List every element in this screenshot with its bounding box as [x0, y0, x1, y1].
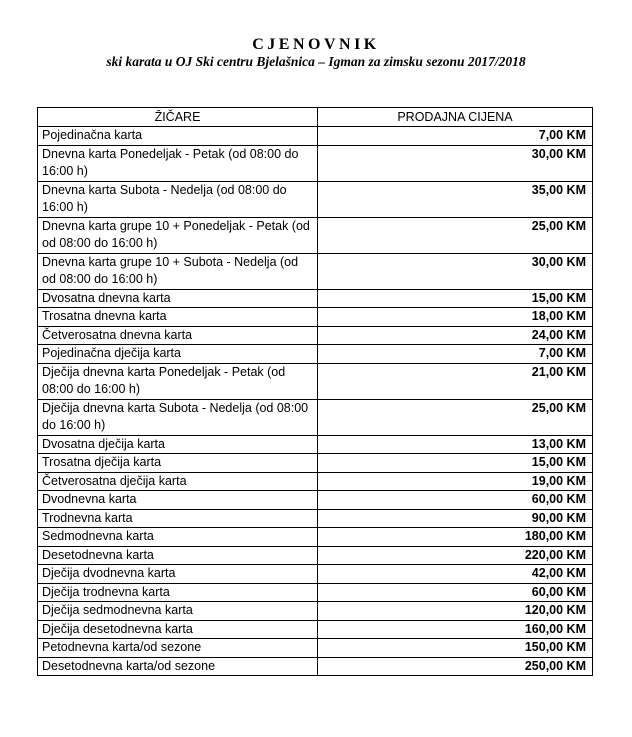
ticket-price-cell: 220,00 KM: [318, 546, 593, 565]
ticket-name-cell: Dječija sedmodnevna karta: [38, 602, 318, 621]
table-row: [38, 620, 593, 639]
price-table: [37, 107, 593, 676]
ticket-name-cell: Četverosatna dječija karta: [38, 472, 318, 491]
column-header-price: PRODAJNA CIJENA: [318, 108, 593, 127]
ticket-price-cell: 180,00 KM: [318, 528, 593, 547]
ticket-price-cell: 21,00 KM: [318, 363, 593, 399]
ticket-name-cell: Trosatna dječija karta: [38, 454, 318, 473]
ticket-name-cell: Dječija desetodnevna karta: [38, 620, 318, 639]
ticket-price-cell: 7,00 KM: [318, 127, 593, 146]
ticket-name-cell: Dnevna karta grupe 10 + Subota - Nedelja (od od 08:00 do 16:00 h): [38, 253, 318, 289]
ticket-name-cell: Dvosatna dnevna karta: [38, 289, 318, 308]
table-row: [38, 509, 593, 528]
ticket-name-cell: Dječija dnevna karta Subota - Nedelja (od 08:00 do 16:00 h): [38, 399, 318, 435]
table-row: [38, 289, 593, 308]
table-row: [38, 454, 593, 473]
table-row: [38, 217, 593, 253]
price-table-body: [38, 127, 593, 676]
ticket-price-cell: 60,00 KM: [318, 583, 593, 602]
column-header-lifts: ŽIČARE: [38, 108, 318, 127]
ticket-price-cell: 19,00 KM: [318, 472, 593, 491]
ticket-price-cell: 13,00 KM: [318, 435, 593, 454]
ticket-name-cell: Dnevna karta grupe 10 + Ponedeljak - Petak (od od 08:00 do 16:00 h): [38, 217, 318, 253]
table-row: [38, 435, 593, 454]
ticket-price-cell: 25,00 KM: [318, 217, 593, 253]
ticket-name-cell: Četverosatna dnevna karta: [38, 326, 318, 345]
table-row: [38, 181, 593, 217]
ticket-price-cell: 90,00 KM: [318, 509, 593, 528]
ticket-price-cell: 250,00 KM: [318, 657, 593, 676]
ticket-price-cell: 160,00 KM: [318, 620, 593, 639]
ticket-name-cell: Dječija dvodnevna karta: [38, 565, 318, 584]
ticket-name-cell: Desetodnevna karta/od sezone: [38, 657, 318, 676]
table-row: [38, 472, 593, 491]
ticket-price-cell: 35,00 KM: [318, 181, 593, 217]
table-row: [38, 253, 593, 289]
ticket-price-cell: 15,00 KM: [318, 454, 593, 473]
ticket-name-cell: Dnevna karta Ponedeljak - Petak (od 08:00 do 16:00 h): [38, 145, 318, 181]
ticket-name-cell: Trosatna dnevna karta: [38, 308, 318, 327]
ticket-price-cell: 150,00 KM: [318, 639, 593, 658]
table-row: [38, 326, 593, 345]
ticket-price-cell: 42,00 KM: [318, 565, 593, 584]
table-row: [38, 308, 593, 327]
ticket-name-cell: Pojedinačna karta: [38, 127, 318, 146]
table-row: [38, 363, 593, 399]
ticket-price-cell: 25,00 KM: [318, 399, 593, 435]
table-row: [38, 345, 593, 364]
ticket-price-cell: 120,00 KM: [318, 602, 593, 621]
ticket-name-cell: Pojedinačna dječija karta: [38, 345, 318, 364]
table-row: [38, 546, 593, 565]
table-row: [38, 639, 593, 658]
table-row: [38, 565, 593, 584]
ticket-name-cell: Dvodnevna karta: [38, 491, 318, 510]
table-row: [38, 399, 593, 435]
ticket-price-cell: 18,00 KM: [318, 308, 593, 327]
table-row: [38, 657, 593, 676]
ticket-name-cell: Petodnevna karta/od sezone: [38, 639, 318, 658]
ticket-price-cell: 7,00 KM: [318, 345, 593, 364]
table-row: [38, 145, 593, 181]
ticket-name-cell: Dječija dnevna karta Ponedeljak - Petak (od 08:00 do 16:00 h): [38, 363, 318, 399]
ticket-name-cell: Dnevna karta Subota - Nedelja (od 08:00 do 16:00 h): [38, 181, 318, 217]
ticket-name-cell: Sedmodnevna karta: [38, 528, 318, 547]
ticket-price-cell: 15,00 KM: [318, 289, 593, 308]
page-title: CJENOVNIK: [252, 36, 380, 53]
table-row: [38, 602, 593, 621]
table-row: [38, 528, 593, 547]
table-row: [38, 583, 593, 602]
ticket-price-cell: 60,00 KM: [318, 491, 593, 510]
ticket-price-cell: 24,00 KM: [318, 326, 593, 345]
table-row: [38, 127, 593, 146]
ticket-name-cell: Desetodnevna karta: [38, 546, 318, 565]
ticket-price-cell: 30,00 KM: [318, 145, 593, 181]
ticket-name-cell: Dječija trodnevna karta: [38, 583, 318, 602]
ticket-name-cell: Dvosatna dječija karta: [38, 435, 318, 454]
table-row: [38, 491, 593, 510]
ticket-name-cell: Trodnevna karta: [38, 509, 318, 528]
ticket-price-cell: 30,00 KM: [318, 253, 593, 289]
page-subtitle: ski karata u OJ Ski centru Bjelašnica – Igman za zimsku sezonu 2017/2018: [106, 54, 526, 69]
table-header-row: [38, 108, 593, 127]
